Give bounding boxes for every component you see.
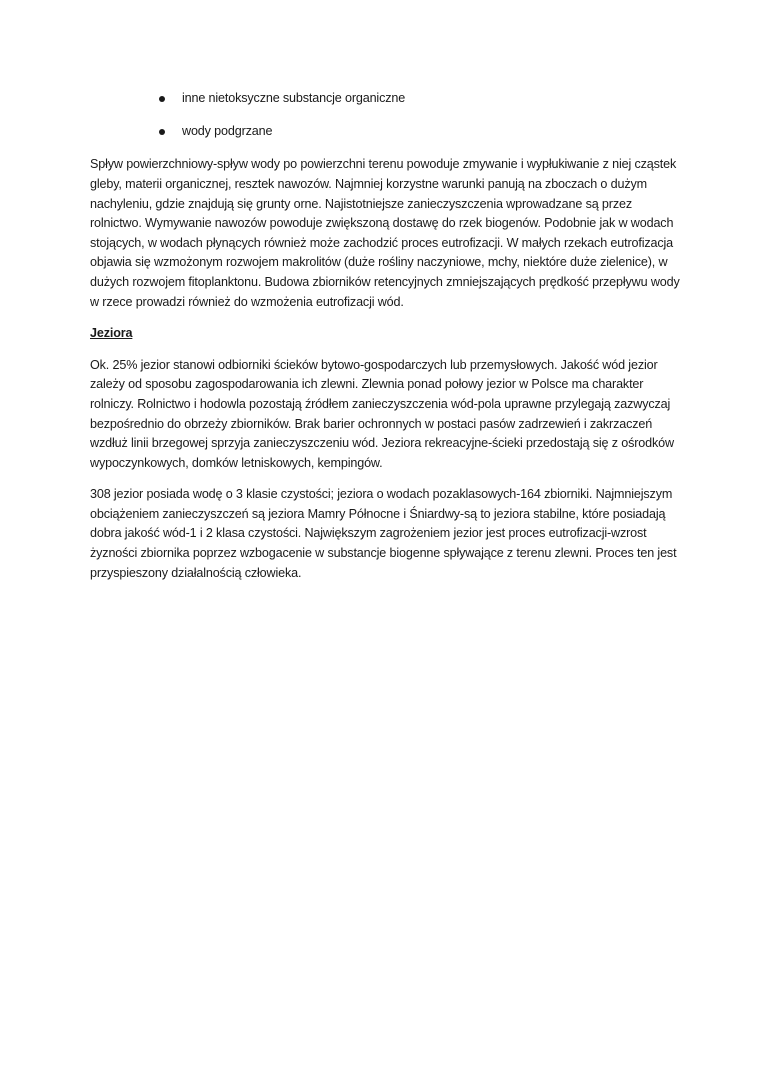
runoff-paragraph: Spływ powierzchniowy-spływ wody po powierzchni terenu powoduje zmywanie i wypłukiwanie z niej cząstek gleby, materii organicznej, resztek nawozów. Najmniej korzystne warunki panują na zboczach o dużym nachyleniu, gdzie znajdują się grunty orne. Najistotniejsze zanieczyszczenia wprowadzane są przez rolnictwo. Wymywanie nawozów powoduje zwiększoną dostawę do rzek biogenów. Podobnie jak w wodach stojących, w wodach płynących również może zachodzić proces eutrofizacji. W małych rzekach eutrofizacja objawia się wzmożonym rozwojem makrolitów (duże rośliny naczyniowe, mchy, niektóre duże zielenice), w dużych rozwojem fitoplanktonu. Budowa zbiorników retencyjnych zmniejszających prędkość przepływu wody w rzece prowadzi również do wzmożenia eutrofizacji wód. bbox=[90, 157, 680, 309]
bullet-list bbox=[90, 89, 680, 142]
section-heading-lakes: Jeziora bbox=[90, 326, 133, 341]
lakes-paragraph-1: Ok. 25% jezior stanowi odbiorniki ścieków bytowo-gospodarczych lub przemysłowych. Jakość wód jezior zależy od sposobu zagospodarowania ich zlewni. Zlewnia ponad połowy jezior w Polsce ma charakter rolniczy. Rolnictwo i hodowla pozostają źródłem zanieczyszczenia wód-pola uprawne przylegają zazwyczaj bezpośrednio do obrzeży zbiorników. Brak barier ochronnych w postaci pasów zadrzewień i zakrzaczeń wzdłuż linii brzegowej sprzyja zanieczyszczeniu wód. Jeziora rekreacyjne-ścieki przedostają się z ośrodków wypoczynkowych, domków letniskowych, kempingów. bbox=[90, 357, 674, 470]
lakes-paragraph-2: 308 jezior posiada wodę o 3 klasie czystości; jeziora o wodach pozaklasowych-164 zbiorniki. Najmniejszym obciążeniem zanieczyszczeń są jeziora Mamry Północne i Śniardwy-są to jeziora stabilne, które posiadają dobra jakość wód-1 i 2 klasa czystości. Największym zagrożeniem jezior jest proces eutrofizacji-wzrost żyzności zbiornika poprzez wzbogacenie w substancje biogenne spływające z terenu zlewni. Proces ten jest przyspieszony działalnością człowieka. bbox=[90, 487, 677, 580]
list-item: wody podgrzane bbox=[90, 122, 680, 142]
document-body bbox=[90, 89, 680, 595]
list-item: inne nietoksyczne substancje organiczne bbox=[90, 89, 680, 109]
